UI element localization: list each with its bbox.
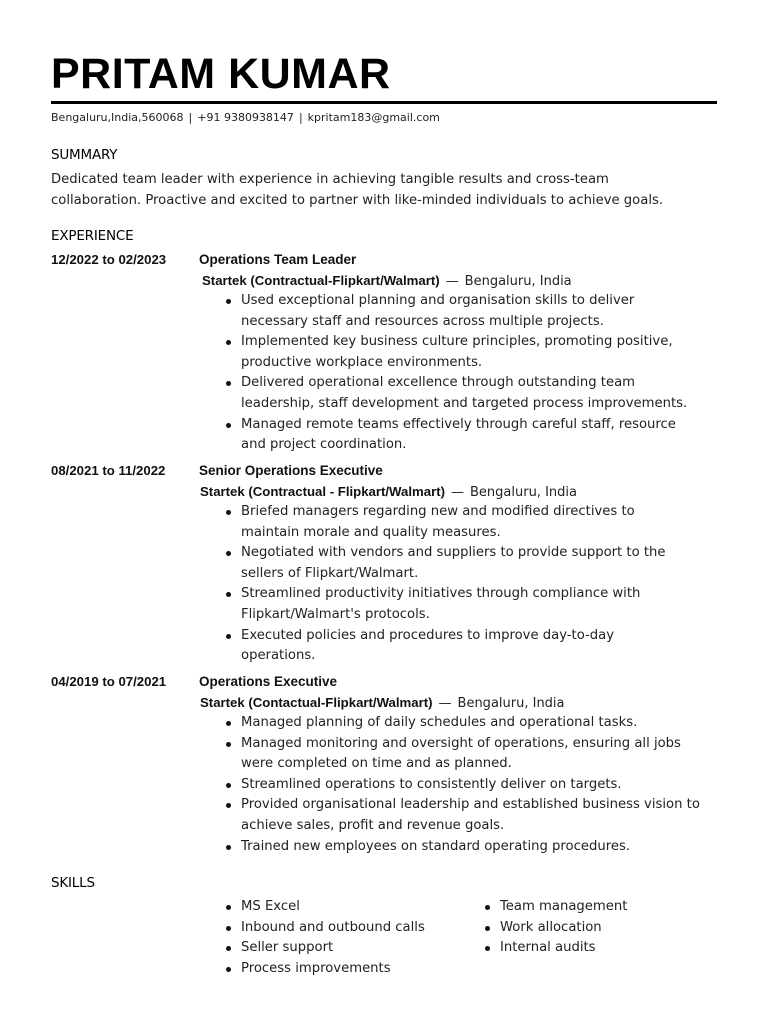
skill-item bbox=[481, 938, 627, 959]
bullet-line: Executed policies and procedures to improve day-to-day bbox=[241, 627, 615, 643]
skills-heading: SKILLS bbox=[51, 875, 95, 891]
job-bullet bbox=[222, 332, 712, 373]
job-bullet bbox=[222, 837, 722, 858]
skills-list-right bbox=[481, 897, 627, 959]
job-bullet bbox=[222, 795, 722, 836]
bullet-icon bbox=[226, 967, 231, 972]
bullet-line: necessary staff and resources across multiple projects. bbox=[241, 313, 604, 329]
bullet-line: Trained new employees on standard operating procedures. bbox=[241, 838, 631, 854]
summary-text bbox=[51, 169, 721, 211]
contact-separator: | bbox=[188, 111, 193, 124]
bullet-icon bbox=[226, 592, 231, 597]
bullet-line: Managed planning of daily schedules and operational tasks. bbox=[241, 715, 638, 730]
job-dates: 04/2019 to 07/2021 bbox=[51, 674, 167, 689]
job-location: Bengaluru, India bbox=[464, 274, 572, 289]
experience-heading: EXPERIENCE bbox=[51, 228, 134, 244]
bullet-line: achieve sales, profit and revenue goals. bbox=[241, 817, 505, 833]
bullet-icon bbox=[226, 551, 231, 556]
job-company-line bbox=[202, 271, 572, 292]
bullet-icon bbox=[226, 926, 231, 931]
header-divider bbox=[51, 101, 717, 104]
bullet-icon bbox=[226, 803, 231, 808]
skill-item bbox=[481, 918, 627, 939]
job-bullet bbox=[222, 775, 722, 796]
job-bullets bbox=[222, 502, 712, 667]
job-bullet bbox=[222, 734, 722, 775]
summary-heading: SUMMARY bbox=[51, 147, 118, 163]
bullet-line: operations. bbox=[241, 648, 316, 664]
bullet-icon bbox=[485, 926, 490, 931]
skill-label: Work allocation bbox=[500, 919, 602, 935]
job-company: Startek (Contactual-Flipkart/Walmart) bbox=[200, 695, 433, 710]
job-dash: — bbox=[438, 696, 452, 711]
job-bullets bbox=[222, 713, 722, 857]
skill-label: Process improvements bbox=[241, 960, 391, 976]
job-location: Bengaluru, India bbox=[457, 696, 565, 711]
bullet-line: Used exceptional planning and organisation skills to deliver bbox=[241, 293, 635, 308]
job-bullet bbox=[222, 584, 712, 625]
skill-item bbox=[222, 959, 425, 980]
job-bullets bbox=[222, 291, 712, 456]
bullet-line: Streamlined productivity initiatives through compliance with bbox=[241, 586, 641, 602]
contact-location: Bengaluru,India,560068 bbox=[51, 111, 184, 124]
bullet-icon bbox=[485, 905, 490, 910]
bullet-line: leadership, staff development and targeted process improvements. bbox=[241, 395, 688, 411]
job-bullet bbox=[222, 502, 712, 543]
job-dash: — bbox=[451, 485, 464, 500]
skill-label: Internal audits bbox=[500, 940, 596, 956]
bullet-icon bbox=[226, 299, 231, 304]
bullet-line: maintain morale and quality measures. bbox=[241, 524, 501, 540]
contact-phone: +91 9380938147 bbox=[197, 111, 294, 124]
bullet-line: Flipkart/Walmart's protocols. bbox=[241, 606, 430, 622]
bullet-icon bbox=[226, 510, 231, 515]
bullet-line: Streamlined operations to consistently deliver on targets. bbox=[241, 776, 622, 792]
bullet-icon bbox=[226, 381, 231, 386]
skill-label: MS Excel bbox=[241, 899, 300, 914]
skill-label: Inbound and outbound calls bbox=[241, 919, 425, 935]
job-bullet bbox=[222, 626, 712, 667]
job-title: Operations Executive bbox=[199, 674, 338, 689]
job-bullet bbox=[222, 713, 722, 734]
job-bullet bbox=[222, 291, 712, 332]
job-bullet bbox=[222, 373, 712, 414]
bullet-line: productive workplace environments. bbox=[241, 354, 483, 370]
job-title: Operations Team Leader bbox=[199, 252, 357, 267]
bullet-icon bbox=[226, 634, 231, 639]
bullet-line: Briefed managers regarding new and modified directives to bbox=[241, 504, 635, 519]
contact-separator: | bbox=[298, 111, 303, 124]
candidate-name: PRITAM KUMAR bbox=[51, 50, 391, 98]
job-bullet bbox=[222, 543, 712, 584]
job-dash: — bbox=[445, 274, 459, 289]
contact-email: kpritam183@gmail.com bbox=[307, 111, 440, 124]
bullet-line: Delivered operational excellence through outstanding team bbox=[241, 375, 636, 391]
bullet-icon bbox=[485, 946, 490, 951]
skills-list-left bbox=[222, 897, 425, 979]
bullet-line: were completed on time and as planned. bbox=[241, 756, 512, 772]
job-company-line bbox=[200, 482, 577, 503]
job-company-line bbox=[200, 693, 565, 714]
skill-item bbox=[222, 938, 425, 959]
bullet-icon bbox=[226, 742, 231, 747]
bullet-line: sellers of Flipkart/Walmart. bbox=[241, 565, 419, 581]
bullet-icon bbox=[226, 946, 231, 951]
job-company: Startek (Contractual-Flipkart/Walmart) bbox=[202, 273, 440, 288]
bullet-line: Provided organisational leadership and established business vision to bbox=[241, 797, 700, 813]
summary-line: collaboration. Proactive and excited to partner with like-minded individuals to achieve goals. bbox=[51, 193, 664, 208]
bullet-icon bbox=[226, 340, 231, 345]
bullet-line: Managed monitoring and oversight of operations, ensuring all jobs bbox=[241, 735, 681, 751]
bullet-line: and project coordination. bbox=[241, 437, 407, 453]
bullet-icon bbox=[226, 721, 231, 726]
job-dates: 08/2021 to 11/2022 bbox=[51, 463, 166, 478]
job-company: Startek (Contractual - Flipkart/Walmart) bbox=[200, 484, 445, 499]
job-dates: 12/2022 to 02/2023 bbox=[51, 252, 167, 267]
job-bullet bbox=[222, 415, 712, 456]
bullet-line: Managed remote teams effectively through careful staff, resource bbox=[241, 416, 676, 432]
bullet-icon bbox=[226, 783, 231, 788]
skill-item bbox=[481, 897, 627, 918]
bullet-line: Implemented key business culture principles, promoting positive, bbox=[241, 334, 673, 350]
skill-label: Team management bbox=[500, 899, 628, 914]
job-title: Senior Operations Executive bbox=[199, 463, 383, 478]
job-location: Bengaluru, India bbox=[470, 485, 577, 500]
bullet-line: Negotiated with vendors and suppliers to provide support to the bbox=[241, 545, 666, 561]
skill-label: Seller support bbox=[241, 940, 334, 956]
bullet-icon bbox=[226, 905, 231, 910]
bullet-icon bbox=[226, 423, 231, 428]
skill-item bbox=[222, 918, 425, 939]
summary-line: Dedicated team leader with experience in achieving tangible results and cross-team bbox=[51, 172, 609, 187]
bullet-icon bbox=[226, 845, 231, 850]
skill-item bbox=[222, 897, 425, 918]
contact-line bbox=[51, 110, 440, 126]
